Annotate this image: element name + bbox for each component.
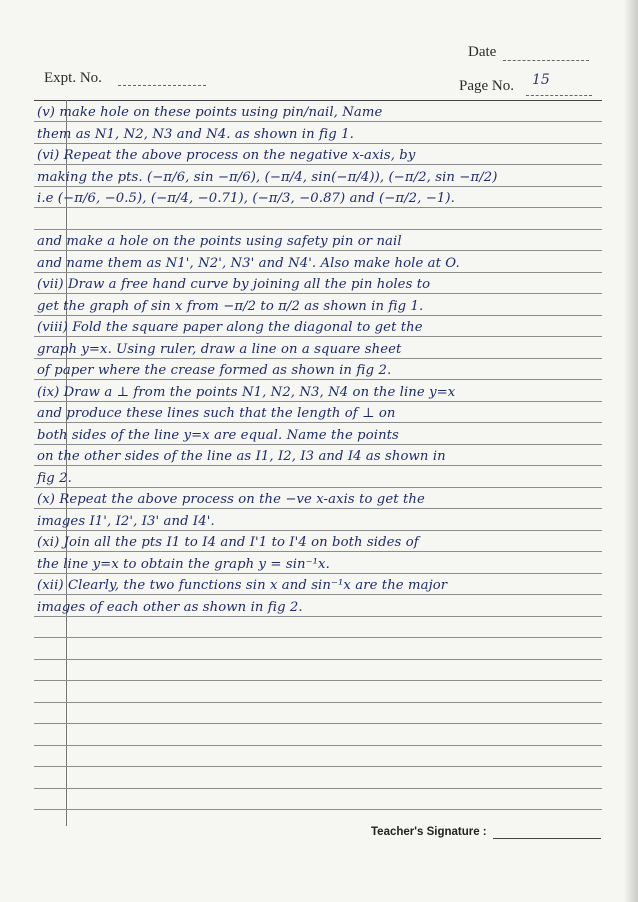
- ruled-line: [34, 637, 602, 638]
- ruled-line: [34, 680, 602, 681]
- handwritten-line: images I1', I2', I3' and I4'.: [37, 513, 215, 529]
- handwritten-line: making the pts. (−π/6, sin −π/6), (−π/4, sin(−π/4)), (−π/2, sin −π/2): [37, 169, 498, 185]
- date-label: Date: [468, 44, 497, 60]
- handwritten-line: (x) Repeat the above process on the −ve x-axis to get the: [37, 492, 425, 507]
- handwritten-line: images of each other as shown in fig 2.: [37, 599, 303, 615]
- expt-no-label: Expt. No.: [44, 70, 102, 86]
- page-edge-shadow: [624, 0, 638, 902]
- handwritten-line: on the other sides of the line as I1, I2, I3 and I4 as shown in: [37, 449, 446, 464]
- ruled-line: [34, 745, 602, 746]
- handwritten-line: and make a hole on the points using safety pin or nail: [37, 234, 402, 249]
- handwritten-line: of paper where the crease formed as shown in fig 2.: [37, 363, 392, 378]
- teacher-signature-label: Teacher's Signature :: [371, 826, 487, 838]
- handwritten-line: them as N1, N2, N3 and N4. as shown in fig 1.: [37, 126, 354, 142]
- handwritten-line: and name them as N1', N2', N3' and N4'. Also make hole at O.: [37, 255, 460, 271]
- expt-no-line: [118, 85, 206, 86]
- teacher-signature-line: [493, 838, 601, 839]
- page-no-line: [526, 95, 592, 96]
- handwritten-line: (ix) Draw a ⊥ from the points N1, N2, N3, N4 on the line y=x: [37, 384, 456, 400]
- ruled-line: [34, 702, 602, 703]
- handwritten-line: (vi) Repeat the above process on the negative x-axis, by: [37, 148, 416, 163]
- handwritten-line: i.e (−π/6, −0.5), (−π/4, −0.71), (−π/3, −0.87) and (−π/2, −1).: [37, 191, 455, 206]
- handwritten-line: both sides of the line y=x are equal. Name the points: [37, 427, 399, 443]
- handwritten-line: the line y=x to obtain the graph y = sin⁻¹x.: [37, 556, 330, 572]
- handwritten-line: (viii) Fold the square paper along the diagonal to get the: [37, 320, 423, 335]
- ruled-line: [34, 723, 602, 724]
- handwritten-line: fig 2.: [37, 470, 72, 486]
- handwritten-line: graph y=x. Using ruler, draw a line on a square sheet: [37, 341, 402, 357]
- handwritten-line: (vii) Draw a free hand curve by joining all the pin holes to: [37, 277, 431, 292]
- ruled-line: [34, 788, 602, 789]
- page-number: 15: [532, 72, 550, 88]
- top-border: [34, 100, 602, 101]
- handwritten-line: (v) make hole on these points using pin/nail, Name: [37, 105, 383, 120]
- ruled-line: [34, 809, 602, 810]
- ruled-line: [34, 229, 602, 230]
- handwritten-line: get the graph of sin x from −π/2 to π/2 as shown in fig 1.: [37, 298, 424, 314]
- page-no-label: Page No.: [459, 78, 514, 94]
- handwritten-line: (xi) Join all the pts I1 to I4 and I'1 to I'4 on both sides of: [37, 535, 419, 550]
- ruled-line: [34, 659, 602, 660]
- date-line: [503, 60, 589, 61]
- handwritten-line: and produce these lines such that the length of ⊥ on: [37, 406, 396, 421]
- ruled-line: [34, 766, 602, 767]
- handwritten-line: (xii) Clearly, the two functions sin x and sin⁻¹x are the major: [37, 578, 448, 593]
